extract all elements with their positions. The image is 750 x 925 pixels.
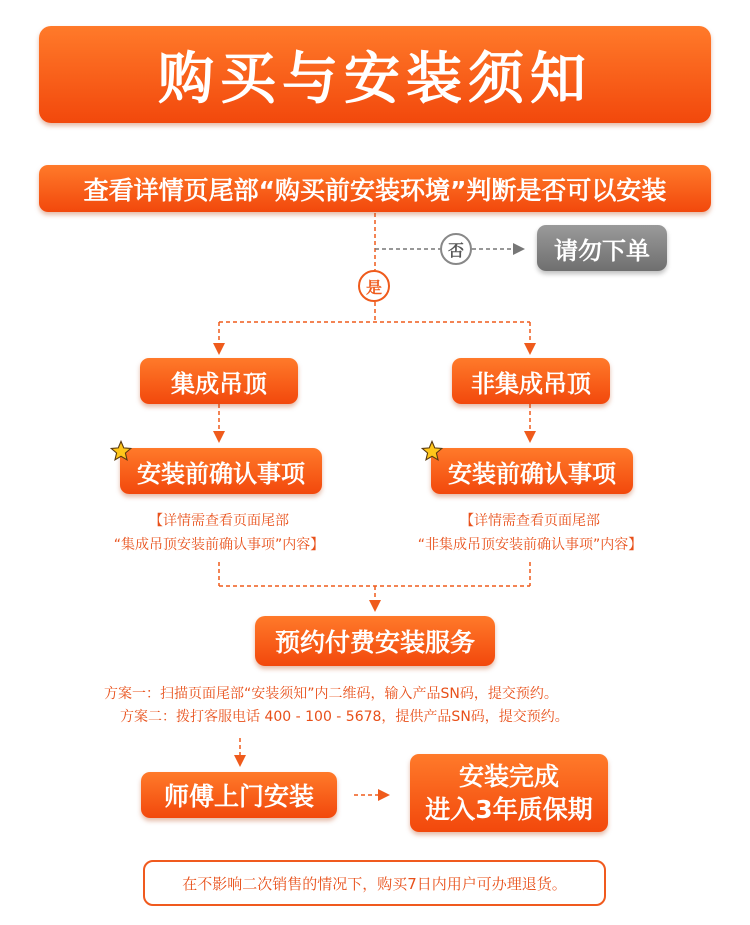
install-complete-box bbox=[410, 754, 608, 832]
do-not-order-box: 请勿下单 bbox=[537, 225, 667, 271]
return-policy-note: 在不影响二次销售的情况下，购买7日内用户可办理退货。 bbox=[143, 860, 606, 906]
integrated-note-line2: “集成吊顶安装前确认事项”内容】 bbox=[113, 537, 325, 553]
paid-install-service-box: 预约付费安装服务 bbox=[255, 616, 495, 666]
integrated-note bbox=[60, 509, 378, 557]
install-complete-line2: 进入3年质保期 bbox=[425, 795, 593, 824]
page-title: 购买与安装须知 bbox=[39, 26, 711, 123]
star-icon bbox=[110, 440, 132, 462]
non-integrated-confirm-box: 安装前确认事项 bbox=[431, 448, 633, 494]
non-integrated-ceiling-box: 非集成吊顶 bbox=[452, 358, 610, 404]
question-box: 查看详情页尾部“购买前安装环境”判断是否可以安装 bbox=[39, 165, 711, 212]
non-integrated-note-line2: “非集成吊顶安装前确认事项”内容】 bbox=[417, 537, 643, 553]
integrated-ceiling-box: 集成吊顶 bbox=[140, 358, 298, 404]
master-install-box: 师傅上门安装 bbox=[141, 772, 337, 818]
plan-one: 方案一：扫描页面尾部“安装须知”内二维码，输入产品SN码，提交预约。 bbox=[104, 686, 558, 702]
install-complete-line1: 安装完成 bbox=[458, 762, 559, 791]
no-label: 否 bbox=[440, 233, 472, 265]
non-integrated-note-line1: 【详情需查看页面尾部 bbox=[460, 513, 600, 529]
integrated-confirm-box: 安装前确认事项 bbox=[120, 448, 322, 494]
star-icon bbox=[421, 440, 443, 462]
plan-two: 方案二：拨打客服电话 400 - 100 - 5678，提供产品SN码，提交预约。 bbox=[120, 709, 569, 725]
integrated-note-line1: 【详情需查看页面尾部 bbox=[149, 513, 289, 529]
non-integrated-note bbox=[365, 509, 695, 557]
yes-label: 是 bbox=[358, 270, 390, 302]
